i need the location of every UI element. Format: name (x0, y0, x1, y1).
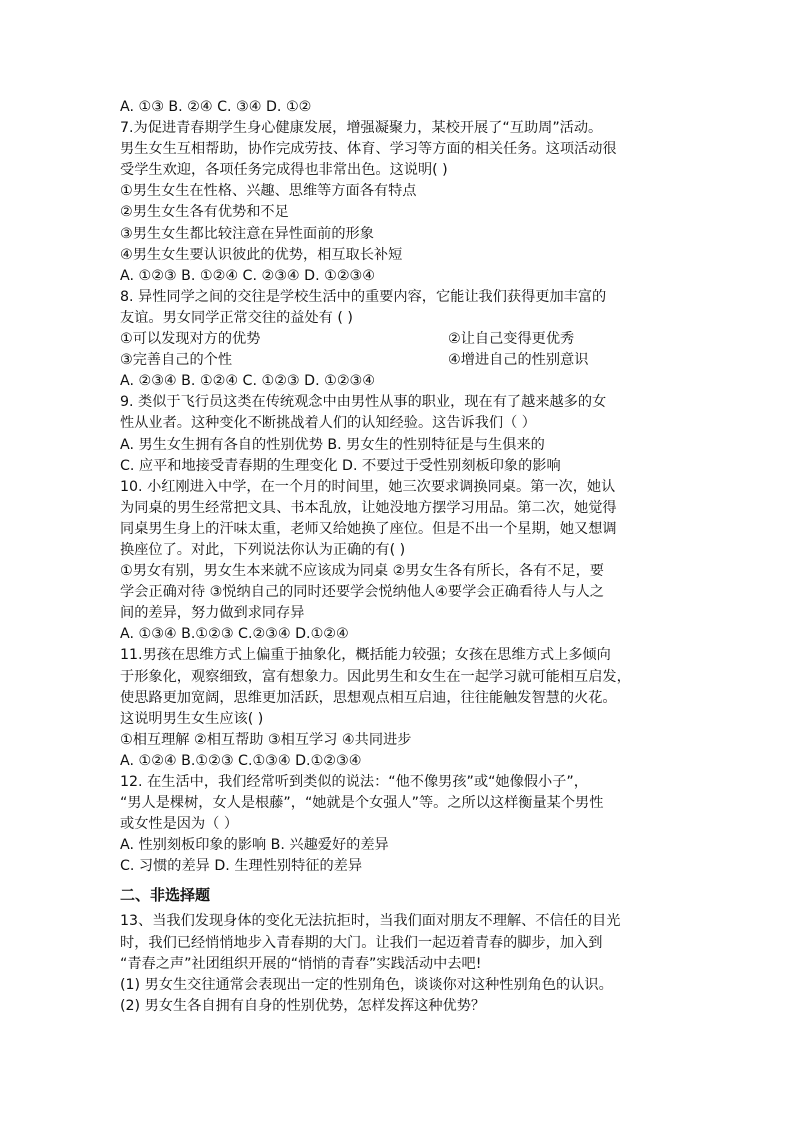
answer-options: A. ①③④ B.①②③ C.②③④ D.①②④ (120, 626, 349, 643)
answer-options: A. 男生女生拥有各自的性别优势 B. 男女生的性别特征是与生俱来的 (120, 436, 545, 453)
text-line: ②男生女生各有优势和不足 (120, 204, 289, 221)
section-heading: 二、非选择题 (120, 886, 211, 905)
text-line: ①男生女生在性格、兴趣、思维等方面各有特点 (120, 183, 417, 200)
answer-options: A. ②③④ B. ①②④ C. ①②③ D. ①②③④ (120, 373, 375, 390)
q8-option-2: ②让自己变得更优秀 (448, 331, 575, 348)
text-line: “男人是棵树，女人是根藤”，“她就是个女强人”等。之所以这样衡量某个男性 (120, 795, 604, 812)
text-line: 性从业者。这种变化不断挑战着人们的认知经验。这告诉我们（ ） (120, 415, 536, 432)
answer-options: A. ①②④ B.①②③ C.①③④ D.①②③④ (120, 752, 362, 769)
answer-options: C. 应平和地接受青春期的生理变化 D. 不要过于受性别刻板印象的影响 (120, 457, 561, 474)
text-line: 友谊。男女同学正常交往的益处有 ( ) (120, 309, 353, 326)
text-line: 换座位了。对此，下列说法你认为正确的有( ) (120, 541, 406, 558)
question-13-line: 13、当我们发现身体的变化无法抗拒时，当我们面对朋友不理解、不信任的目光 (120, 913, 621, 930)
q8-options-row-1 (120, 329, 700, 350)
sub-question-1: (1) 男女生交往通常会表现出一定的性别角色，谈谈你对这种性别角色的认识。 (120, 976, 613, 993)
document-page (120, 97, 700, 1017)
text-line: 这说明男生女生应该( ) (120, 710, 264, 727)
text-line: “青春之声”社团组织开展的“悄悄的青春”实践活动中去吧! (120, 955, 482, 972)
question-8-line: 8. 异性同学之间的交往是学校生活中的重要内容，它能让我们获得更加丰富的 (120, 288, 607, 305)
text-line: 时，我们已经悄悄地步入青春期的大门。让我们一起迈着青春的脚步，加入到 (120, 934, 603, 951)
question-11-line: 11.男孩在思维方式上偏重于抽象化，概括能力较强；女孩在思维方式上多倾向 (120, 647, 611, 664)
q8-options-row-2 (120, 350, 700, 371)
question-9-line: 9. 类似于飞行员这类在传统观念中由男性从事的职业，现在有了越来越多的女 (120, 394, 607, 411)
text-line: ①相互理解 ②相互帮助 ③相互学习 ④共同进步 (120, 731, 412, 748)
text-line: A. ①③ B. ②④ C. ③④ D. ①② (120, 99, 312, 115)
answer-options: C. 习惯的差异 D. 生理性别特征的差异 (120, 858, 363, 875)
q8-option-4: ④增进自己的性别意识 (448, 352, 589, 369)
q8-option-3: ③完善自己的个性 (120, 352, 233, 369)
question-10-line: 10. 小红刚进入中学，在一个月的时间里，她三次要求调换同桌。第一次，她认 (120, 478, 616, 495)
text-line: 为同桌的男生经常把文具、书本乱放，让她没地方摆学习用品。第二次，她觉得 (120, 499, 617, 516)
answer-options: A. 性别刻板印象的影响 B. 兴趣爱好的差异 (120, 837, 389, 854)
question-7-line: 7.为促进青春期学生身心健康发展，增强凝聚力，某校开展了“互助周”活动。 (120, 120, 603, 137)
text-line: 于形象化，观察细致，富有想象力。因此男生和女生在一起学习就可能相互启发， (120, 668, 631, 685)
text-line: 或女性是因为（ ） (120, 816, 239, 833)
q8-option-1: ①可以发现对方的优势 (120, 331, 261, 348)
text-line: 使思路更加宽阔，思维更加活跃，思想观点相互启迪，往往能触发智慧的火花。 (120, 689, 617, 706)
text-line: ④男生女生要认识彼此的优势，相互取长补短 (120, 246, 403, 263)
text-line: 学会正确对待 ③悦纳自己的同时还要学会悦纳他人④要学会正确看待人与人之 (120, 584, 604, 601)
answer-options: A. ①②③ B. ①②④ C. ②③④ D. ①②③④ (120, 267, 375, 284)
text-line: 男生女生互相帮助，协作完成劳技、体育、学习等方面的相关任务。这项活动很 (120, 141, 617, 158)
text-line: 同桌男生身上的汗味太重，老师又给她换了座位。但是不出一个星期，她又想调 (120, 520, 617, 537)
sub-question-2: (2) 男女生各自拥有自身的性别优势，怎样发挥这种优势？ (120, 997, 486, 1014)
text-line: ③男生女生都比较注意在异性面前的形象 (120, 225, 374, 242)
text-line: 受学生欢迎，各项任务完成得也非常出色。这说明( ) (120, 162, 448, 179)
text-line: 间的差异，努力做到求同存异 (120, 605, 305, 622)
text-line: ①男女有别，男女生本来就不应该成为同桌 ②男女生各有所长，各有不足，要 (120, 563, 604, 580)
question-12-line: 12. 在生活中，我们经常听到类似的说法：“他不像男孩”或“她像假小子”， (120, 774, 588, 790)
